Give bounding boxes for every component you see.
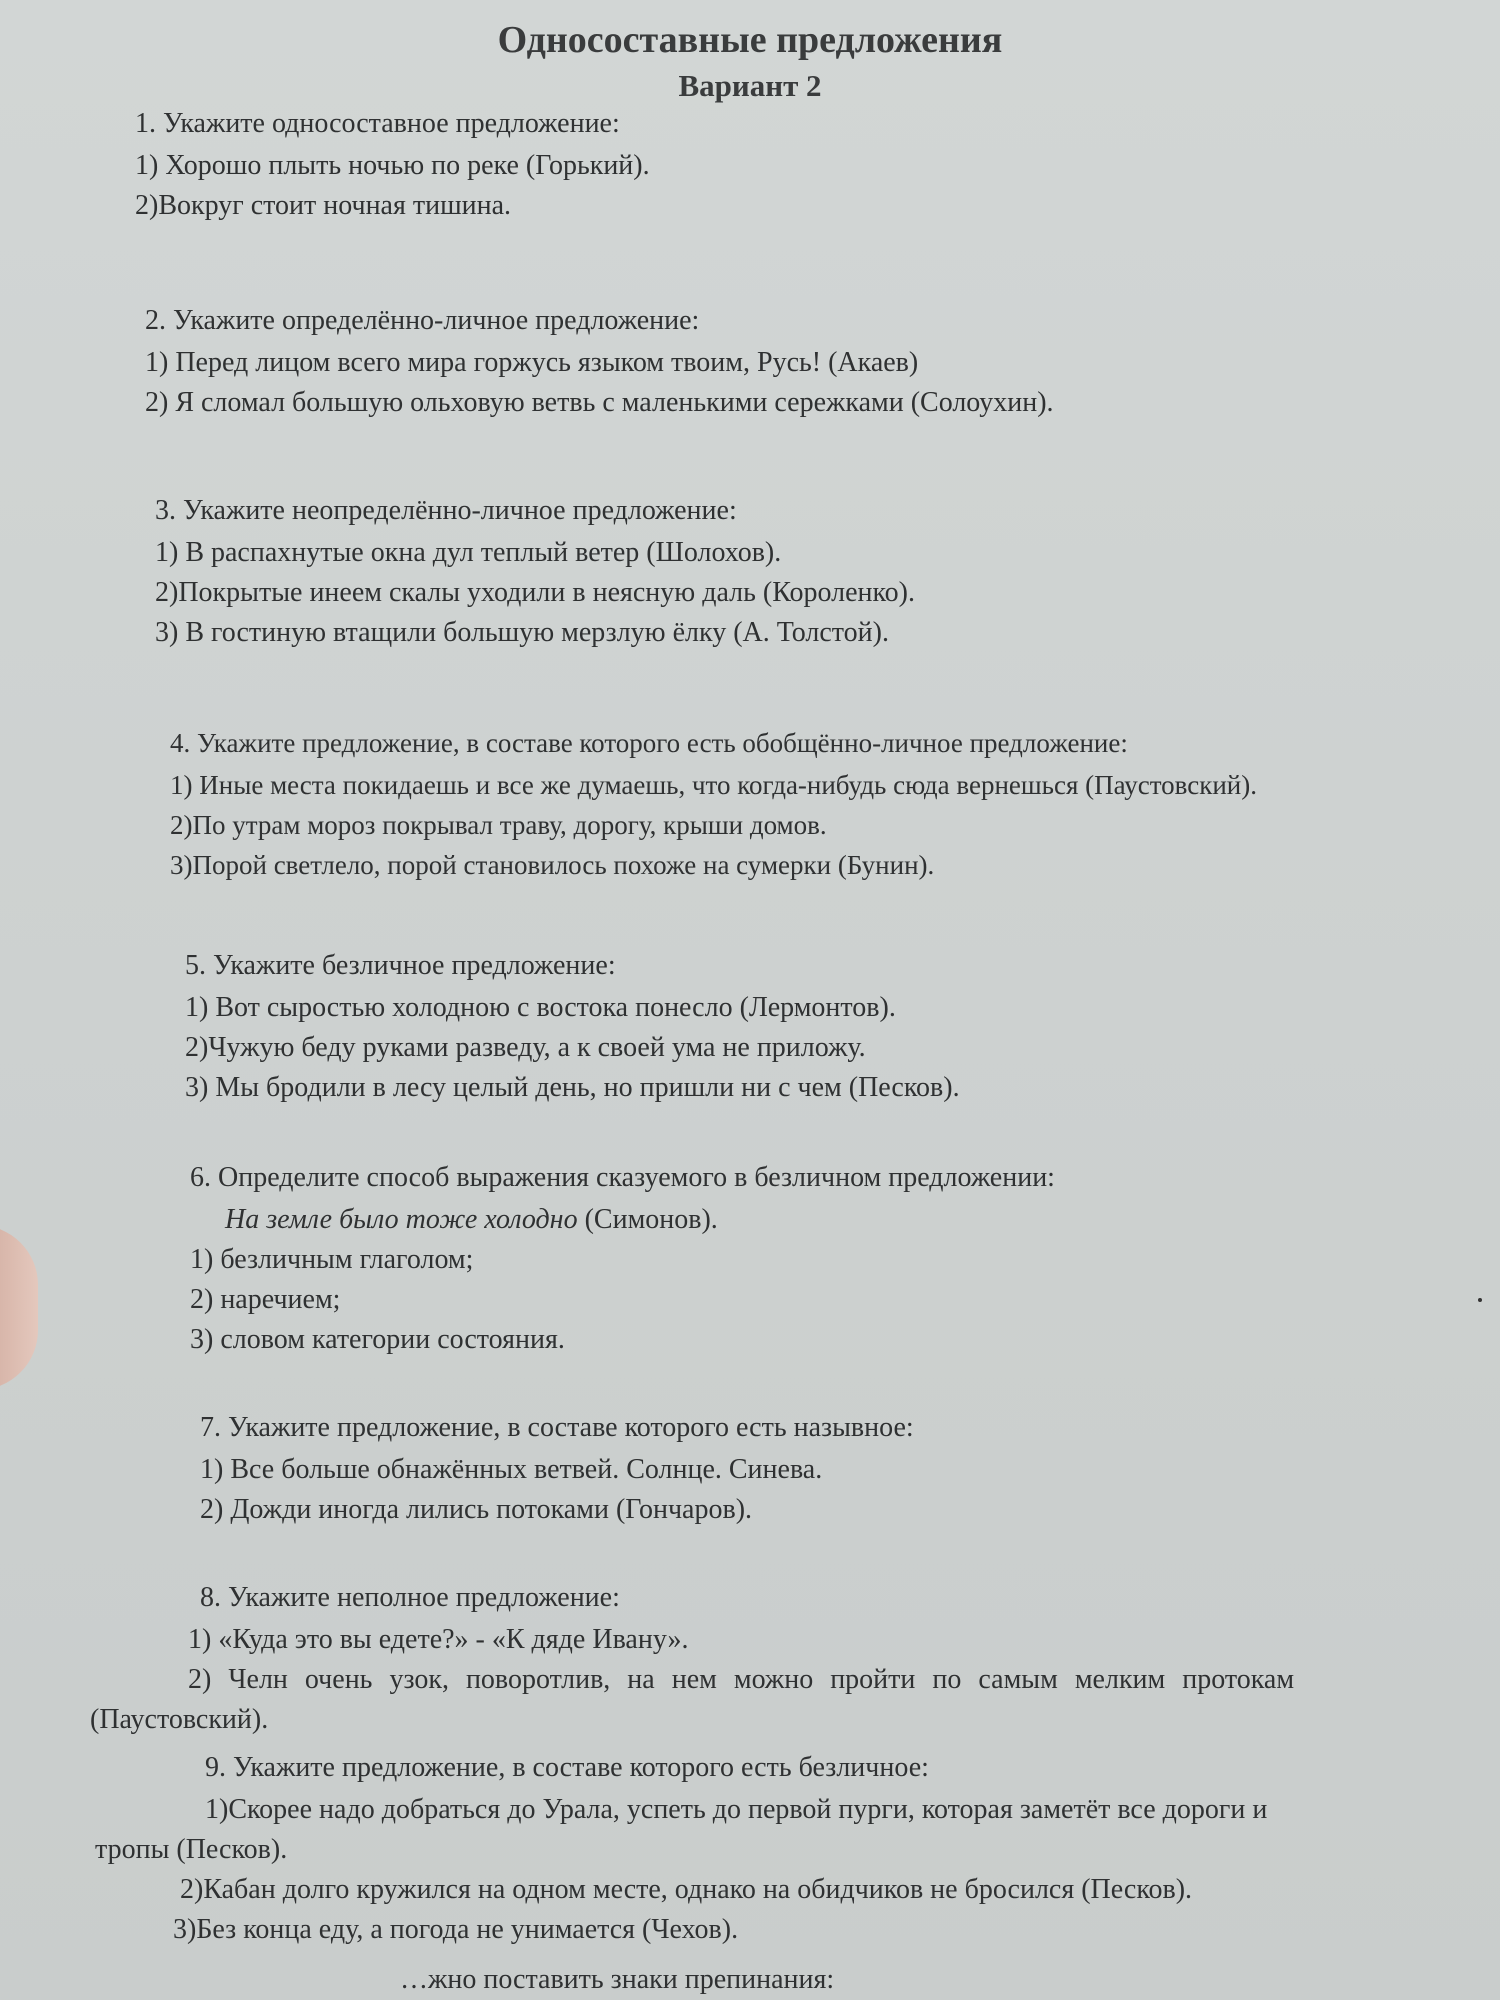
answer-option: 1) «Куда это вы едете?» - «К дяде Ивану».: [188, 1624, 689, 1655]
question-prompt: 4. Укажите предложение, в составе которого есть обобщённо-личное предложение:: [170, 728, 1128, 758]
variant-label: Вариант 2: [678, 68, 822, 103]
answer-option: 3)Порой светлело, порой становилось похоже на сумерки (Бунин).: [170, 850, 935, 880]
page-title: Односоставные предложения: [497, 19, 1003, 61]
answer-option: 2) наречием;: [190, 1284, 341, 1315]
example-sentence: [225, 1200, 1055, 1240]
question-1: [135, 108, 650, 226]
answer-continuation: тропы (Песков).: [95, 1834, 288, 1865]
answer-option: 2)Покрытые инеем скалы уходили в неясную даль (Короленко).: [155, 577, 915, 608]
question-5: [185, 950, 960, 1108]
question-8: [90, 1582, 1295, 1740]
question-prompt: 8. Укажите неполное предложение:: [200, 1582, 620, 1613]
question-prompt: 3. Укажите неопределённо-личное предложение:: [155, 495, 737, 526]
answer-option: 2) Челн очень узок, поворотлив, на нем можно пройти по самым мелким протокам: [188, 1664, 1295, 1695]
answer-option: 3) Мы бродили в лесу целый день, но пришли ни с чем (Песков).: [185, 1072, 960, 1103]
answer-option: 2) Я сломал большую ольховую ветвь с маленькими сережками (Солоухин).: [145, 387, 1054, 418]
question-prompt: 1. Укажите односоставное предложение:: [135, 108, 620, 139]
question-prompt: 7. Укажите предложение, в составе которого есть назывное:: [200, 1412, 914, 1443]
question-prompt: 6. Определите способ выражения сказуемого в безличном предложении:: [190, 1162, 1055, 1193]
answer-option: 1) Перед лицом всего мира горжусь языком твоим, Русь! (Акаев): [145, 347, 919, 378]
cutoff-line: …жно поставить знаки препинания:: [400, 1964, 835, 1995]
answer-option: 1) Все больше обнажённых ветвей. Солнце. Синева.: [200, 1454, 823, 1485]
answer-option: 1) Хорошо плыть ночью по реке (Горький).: [135, 150, 650, 181]
question-4: [170, 728, 1257, 885]
question-prompt: 5. Укажите безличное предложение:: [185, 950, 616, 981]
answer-option: 1)Скорее надо добраться до Урала, успеть до первой пурги, которая заметёт все дороги и: [205, 1794, 1268, 1825]
answer-continuation: (Паустовский).: [90, 1704, 269, 1735]
example-text: На земле было тоже холодно: [225, 1204, 578, 1235]
answer-option: 2)Вокруг стоит ночная тишина.: [135, 190, 512, 221]
answer-option: 2)Кабан долго кружился на одном месте, однако на обидчиков не бросился (Песков).: [180, 1874, 1193, 1905]
answer-option: 3) словом категории состояния.: [190, 1324, 565, 1355]
question-prompt: 9. Укажите предложение, в составе которого есть безличное:: [205, 1752, 929, 1783]
answer-option: 1) Иные места покидаешь и все же думаешь, что когда-нибудь сюда вернешься (Паустовский).: [170, 770, 1258, 800]
question-7: [200, 1412, 914, 1530]
answer-option: 1) безличным глаголом;: [190, 1244, 474, 1275]
answer-option: 3)Без конца еду, а погода не унимается (Чехов).: [173, 1914, 739, 1945]
answer-option: 2)Чужую беду руками разведу, а к своей ума не приложу.: [185, 1032, 866, 1063]
answer-option: 1) Вот сыростью холодною с востока понесло (Лермонтов).: [185, 992, 896, 1023]
answer-option: 1) В распахнутые окна дул теплый ветер (Шолохов).: [155, 537, 782, 568]
question-prompt: 2. Укажите определённо-личное предложение:: [145, 305, 700, 336]
question-9: [95, 1752, 1268, 1950]
question-6: [190, 1162, 1055, 1360]
answer-option: 2)По утрам мороз покрывал траву, дорогу, крыши домов.: [170, 810, 827, 840]
speck: [1478, 1298, 1482, 1302]
question-3: [155, 495, 915, 653]
question-2: [145, 305, 1054, 423]
answer-option: 3) В гостиную втащили большую мерзлую ёлку (А. Толстой).: [155, 617, 889, 648]
example-source: (Симонов).: [577, 1204, 718, 1235]
finger-in-photo: [0, 1225, 38, 1390]
answer-option: 2) Дожди иногда лились потоками (Гончаров).: [200, 1494, 753, 1525]
